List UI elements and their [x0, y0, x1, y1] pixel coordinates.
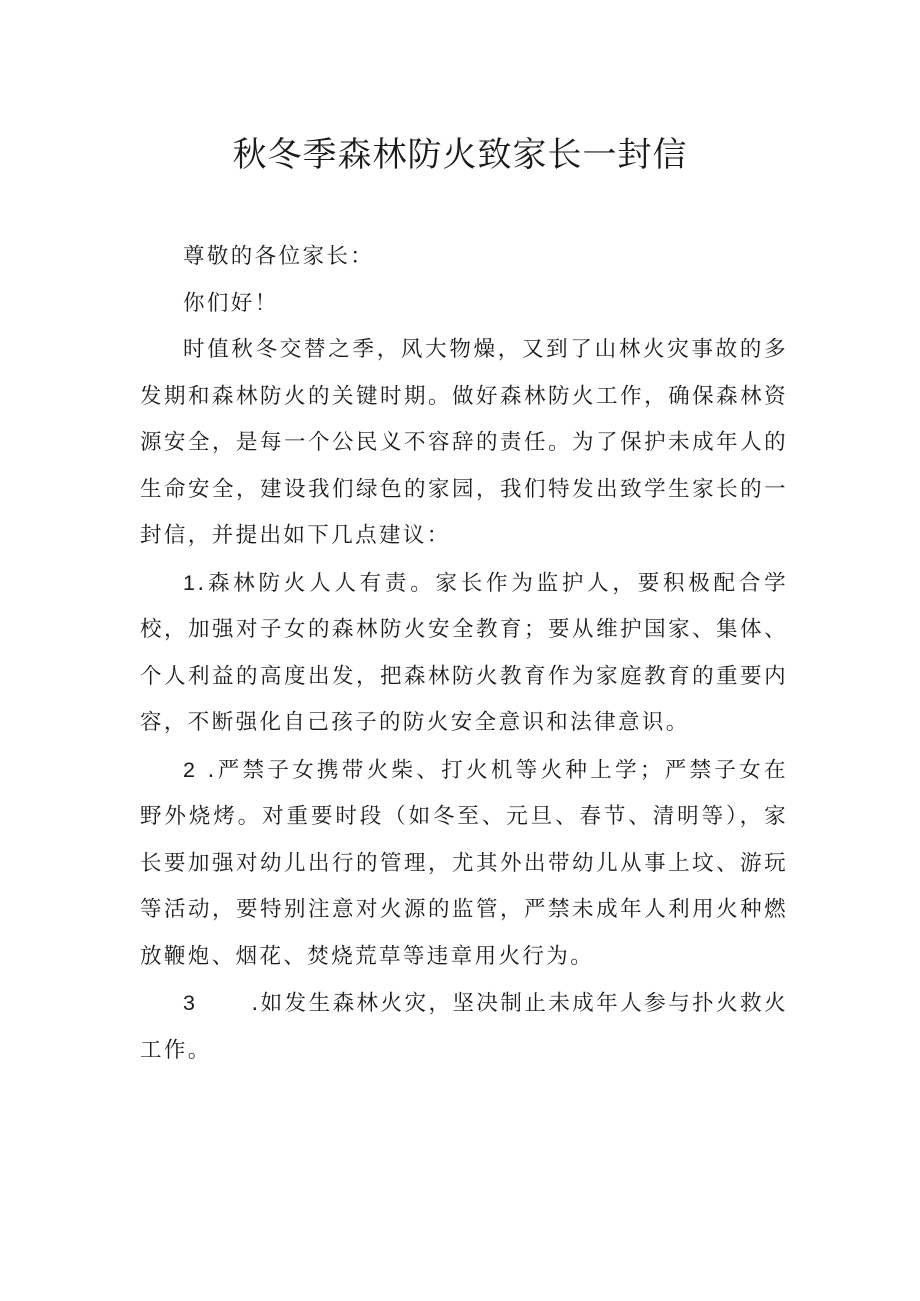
- list-item-3: [140, 980, 788, 1074]
- item-text: .严禁子女携带火柴、打火机等火种上学；严禁子女在野外烧烤。对重要时段（如冬至、元旦、春节、清明等），家长要加强对幼儿出行的管理，尤其外出带幼儿从事上坟、游玩等活动，要特别注意对火源的监管，严禁未成年人利用火种燃放鞭炮、烟花、焚烧荒草等违章用火行为。: [140, 757, 788, 969]
- document-title: 秋冬季森林防火致家长一封信: [232, 135, 688, 175]
- list-item-1: [140, 560, 788, 747]
- item-number: 3: [183, 991, 198, 1015]
- item-number: 2: [183, 757, 198, 782]
- item-text: .森林防火人人有责。家长作为监护人，要积极配合学校，加强对子女的森林防火安全教育；要从维护国家、集体、个人利益的高度出发，把森林防火教育作为家庭教育的重要内容，不断强化自己孩子的防火安全意识和法律意识。: [140, 570, 788, 735]
- letter-body: [140, 234, 788, 1074]
- item-text: .如发生森林火灾，坚决制止未成年人参与扑火救火工作。: [140, 991, 788, 1063]
- item-number: 1: [183, 570, 198, 595]
- intro-paragraph: 时值秋冬交替之季，风大物燥，又到了山林火灾事故的多发期和森林防火的关键时期。做好森林防火工作，确保森林资源安全，是每一个公民义不容辞的责任。为了保护未成年人的生命安全，建设我们绿色的家园，我们特发出致学生家长的一封信，并提出如下几点建议：: [140, 337, 788, 548]
- list-item-2: [140, 747, 788, 981]
- greeting: 你们好！: [183, 290, 279, 316]
- salutation: 尊敬的各位家长：: [183, 244, 375, 269]
